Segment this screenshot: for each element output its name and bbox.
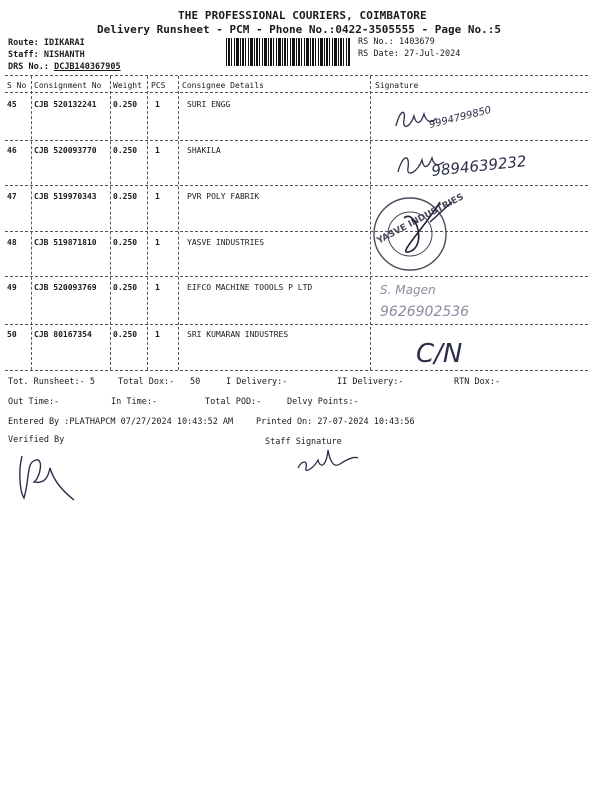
cell-consignment-no: CJB 519871810 [34,238,97,247]
handwritten-signature [376,278,516,324]
total-dox-value: 50 [190,377,201,387]
total-runsheet: Tot. Runsheet:- 5 [8,377,95,387]
cell-weight: 0.250 [113,238,138,247]
cell-pcs: 1 [155,283,160,292]
total-dox-label: Total Dox:- [118,377,175,387]
delvy-points: Delvy Points:- [287,397,359,407]
rs-date-value: 27-Jul-2024 [404,49,461,59]
cell-weight: 0.250 [113,146,138,155]
header-bottom-rule [5,92,588,93]
cell-pcs: 1 [155,238,160,247]
table-bottom-rule [5,370,588,371]
col-header-pcs: PCS [151,81,166,90]
cell-sno: 50 [7,330,17,339]
handwritten-signature [412,326,492,370]
handwritten-cn: C/N [416,339,463,369]
company-title: THE PROFESSIONAL COURIERS, COIMBATORE [178,9,427,22]
row-rule [5,276,588,277]
cell-pcs: 1 [155,146,160,155]
rs-date-field [358,49,460,59]
handwritten-phone: 9994799850 [428,104,493,131]
rtn-dox: RTN Dox:- [454,377,501,387]
rs-no-field [358,37,435,47]
column-divider [178,76,179,370]
handwritten-signature [392,96,502,138]
staff-label: Staff: [8,50,39,60]
cell-consignment-no: CJB 520132241 [34,100,97,109]
cell-consignment-no: CJB 520093769 [34,283,97,292]
cell-pcs: 1 [155,192,160,201]
verified-by-label: Verified By [8,435,65,445]
staff-value: NISHANTH [43,50,85,60]
cell-consignment-no: CJB 80167354 [34,330,92,339]
cell-sno: 46 [7,146,17,155]
handwritten-phone: 9894639232 [430,152,528,180]
drs-field [8,62,121,72]
staff-signature-label: Staff Signature [265,437,342,447]
route-label: Route: [8,38,39,48]
handwritten-phone: 9626902536 [380,304,470,320]
col-header-sno: S No [7,81,27,90]
staff-field [8,50,85,60]
row-rule [5,231,588,232]
cell-sno: 45 [7,100,17,109]
cell-consignee: SHAKILA [187,146,221,155]
handwritten-name: S. Magen [380,283,436,297]
route-field [8,38,85,48]
cell-consignee: SRI KUMARAN INDUSTRES [187,330,289,339]
cell-consignee: PVR POLY FABRIK [187,192,260,201]
column-divider [110,76,111,370]
drs-value: DCJB140367905 [54,62,121,72]
rs-date-label: RS Date: [358,49,399,59]
handwritten-signature [392,142,572,186]
table-top-rule [5,75,588,76]
ii-delivery: II Delivery:- [337,377,404,387]
in-time: In Time:- [111,397,158,407]
staff-signature [292,438,362,478]
cell-sno: 47 [7,192,17,201]
col-header-consignment: Consignment No [34,81,102,90]
cell-pcs: 1 [155,100,160,109]
drs-label: DRS No.: [8,62,49,72]
i-delivery: I Delivery:- [226,377,288,387]
cell-consignment-no: CJB 519970343 [34,192,97,201]
row-rule [5,324,588,325]
cell-consignee: SURI ENGG [187,100,231,109]
cell-weight: 0.250 [113,283,138,292]
col-header-consignee: Consignee Details [182,81,264,90]
barcode-image [226,38,350,66]
cell-sno: 48 [7,238,17,247]
column-divider [147,76,148,370]
printed-on: Printed On: 27-07-2024 10:43:56 [256,417,415,427]
rs-no-value: 1403679 [398,37,435,47]
column-divider [31,76,32,370]
verifier-signature [14,448,84,506]
cell-weight: 0.250 [113,330,138,339]
entered-by: Entered By :PLATHAPCM 07/27/2024 10:43:52 AM [8,417,234,427]
route-value: IDIKARAI [43,38,85,48]
cell-weight: 0.250 [113,100,138,109]
cell-consignee: EIFCO MACHINE TOOOLS P LTD [187,283,313,292]
cell-consignment-no: CJB 520093770 [34,146,97,155]
col-header-signature: Signature [375,81,419,90]
cell-weight: 0.250 [113,192,138,201]
cell-pcs: 1 [155,330,160,339]
total-pod: Total POD:- [205,397,262,407]
row-rule [5,140,588,141]
rs-no-label: RS No.: [358,37,394,47]
stamp-text: YASVE INDUSTRIES [375,192,466,247]
company-stamp [368,188,468,280]
col-header-weight: Weight [113,81,142,90]
out-time: Out Time:- [8,397,60,407]
cell-sno: 49 [7,283,17,292]
runsheet-subtitle: Delivery Runsheet - PCM - Phone No.:0422-3505555 - Page No.:5 [97,23,501,36]
cell-consignee: YASVE INDUSTRIES [187,238,265,247]
